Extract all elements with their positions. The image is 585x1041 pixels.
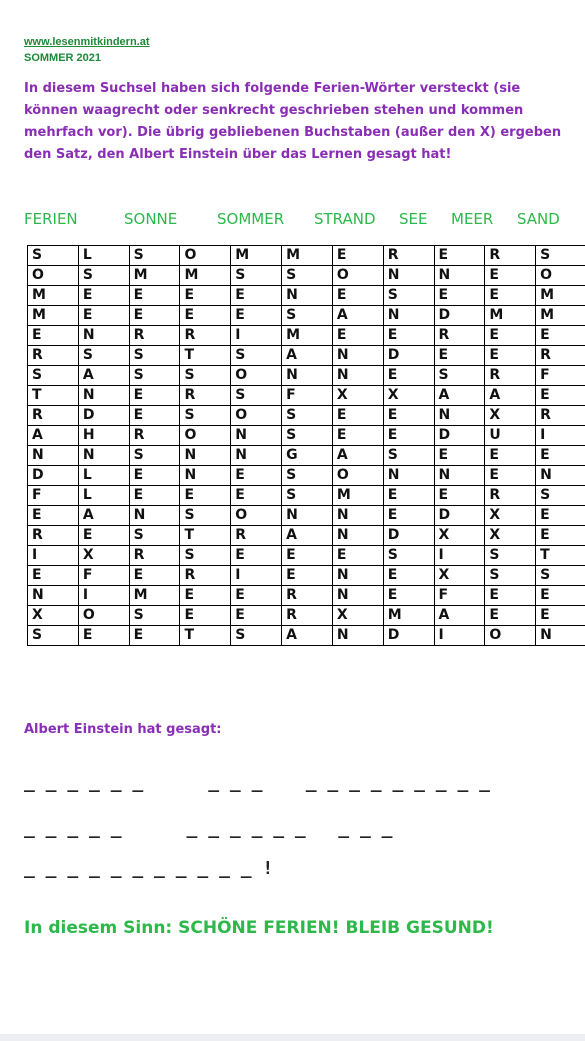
grid-cell: I [434,626,485,646]
grid-cell: A [332,446,383,466]
grid-cell: E [282,566,333,586]
grid-cell: X [485,526,536,546]
bottom-bar [0,1034,585,1041]
grid-cell: A [485,386,536,406]
grid-cell: E [434,246,485,266]
grid-cell: D [28,466,79,486]
grid-cell: M [231,246,282,266]
grid-cell: S [383,286,434,306]
grid-cell: R [383,246,434,266]
grid-cell: S [28,246,79,266]
grid-cell: F [78,566,129,586]
grid-cell: R [434,326,485,346]
grid-cell: E [129,386,180,406]
word-sommer: SOMMER [217,210,285,228]
grid-cell: D [78,406,129,426]
grid-cell: O [485,626,536,646]
grid-cell: F [536,366,585,386]
grid-cell: O [231,366,282,386]
grid-cell: S [282,406,333,426]
grid-cell: R [180,386,231,406]
grid-cell: R [129,546,180,566]
grid-cell: D [434,506,485,526]
grid-cell: S [28,366,79,386]
grid-cell: E [180,486,231,506]
grid-cell: E [231,546,282,566]
grid-cell: D [434,426,485,446]
instructions-text: In diesem Suchsel haben sich folgende Ferien-Wörter versteckt (sie können waagrecht oder senkrecht geschrieben stehen und kommen mehrfach vor). Die übrig gebliebenen Buchstaben (außer den X) ergeben den Satz, den Albert Einstein über das Lernen gesagt hat! [24,81,562,162]
grid-row [28,586,585,606]
grid-cell: E [383,566,434,586]
grid-cell: R [129,426,180,446]
grid-cell: N [536,466,585,486]
grid-cell: S [180,506,231,526]
grid-cell: A [282,346,333,366]
grid-cell: R [282,606,333,626]
grid-cell: M [282,326,333,346]
grid-row [28,546,585,566]
grid-row [28,566,585,586]
grid-cell: L [78,466,129,486]
word-sand: SAND [517,210,560,228]
grid-cell: N [332,506,383,526]
grid-cell: M [536,306,585,326]
grid-cell: S [434,366,485,386]
grid-cell: E [383,506,434,526]
grid-cell: A [78,366,129,386]
grid-cell: E [536,506,585,526]
grid-cell: E [332,286,383,306]
grid-row [28,306,585,326]
grid-row [28,406,585,426]
grid-cell: R [180,566,231,586]
grid-cell: S [129,346,180,366]
grid-cell: N [231,426,282,446]
grid-cell: N [434,406,485,426]
grid-cell: T [28,386,79,406]
answer-line-3: _ _ _ _ _ _ _ _ _ _ _ ! [24,858,274,879]
grid-cell: E [536,386,585,406]
grid-cell: S [231,386,282,406]
grid-cell: E [129,286,180,306]
grid-cell: N [180,466,231,486]
grid-cell: N [332,566,383,586]
word-sonne: SONNE [124,210,178,228]
grid-cell: R [536,406,585,426]
grid-cell: E [332,406,383,426]
grid-cell: S [78,346,129,366]
grid-cell: O [231,506,282,526]
grid-row [28,286,585,306]
grid-cell: R [485,246,536,266]
grid-cell: S [536,566,585,586]
grid-cell: R [28,346,79,366]
word-strand: STRAND [314,210,376,228]
grid-cell: E [78,626,129,646]
grid-cell: S [231,626,282,646]
grid-cell: A [282,626,333,646]
grid-cell: S [485,546,536,566]
grid-cell: E [231,586,282,606]
grid-cell: S [282,426,333,446]
grid-cell: E [180,286,231,306]
grid-cell: R [485,486,536,506]
grid-cell: M [129,586,180,606]
closing-message: In diesem Sinn: SCHÖNE FERIEN! BLEIB GESUND! [24,918,494,938]
grid-cell: S [282,466,333,486]
grid-cell: E [231,606,282,626]
grid-cell: R [180,326,231,346]
grid-cell: E [383,366,434,386]
grid-cell: N [536,626,585,646]
grid-cell: E [485,266,536,286]
grid-cell: R [28,406,79,426]
word-see: SEE [399,210,428,228]
grid-cell: O [332,466,383,486]
grid-cell: I [536,426,585,446]
grid-cell: E [434,346,485,366]
grid-cell: E [383,326,434,346]
grid-cell: A [332,306,383,326]
grid-cell: S [231,266,282,286]
grid-cell: E [485,286,536,306]
grid-cell: E [536,446,585,466]
grid-cell: F [28,486,79,506]
grid-cell: A [28,426,79,446]
grid-cell: X [332,386,383,406]
grid-cell: E [78,286,129,306]
grid-cell: N [282,286,333,306]
grid-cell: I [434,546,485,566]
grid-cell: D [434,306,485,326]
grid-cell: E [180,586,231,606]
grid-cell: E [485,446,536,466]
grid-cell: N [332,626,383,646]
grid-row [28,446,585,466]
word-meer: MEER [451,210,494,228]
grid-row [28,246,585,266]
grid-cell: S [129,366,180,386]
grid-cell: D [383,346,434,366]
grid-cell: T [180,346,231,366]
grid-cell: S [78,266,129,286]
grid-cell: N [332,346,383,366]
grid-cell: S [180,546,231,566]
grid-cell: M [129,266,180,286]
grid-cell: E [129,566,180,586]
grid-cell: R [28,526,79,546]
grid-cell: O [180,426,231,446]
grid-cell: E [383,406,434,426]
grid-cell: N [129,506,180,526]
grid-cell: N [78,386,129,406]
grid-cell: S [231,346,282,366]
grid-cell: E [28,326,79,346]
grid-cell: S [180,406,231,426]
grid-cell: E [231,306,282,326]
grid-cell: R [536,346,585,366]
grid-row [28,526,585,546]
grid-cell: E [536,326,585,346]
grid-cell: E [536,606,585,626]
grid-cell: X [434,566,485,586]
grid-cell: N [332,526,383,546]
grid-cell: S [282,306,333,326]
grid-cell: A [282,526,333,546]
grid-row [28,326,585,346]
grid-cell: G [282,446,333,466]
grid-cell: E [78,526,129,546]
grid-cell: M [28,306,79,326]
grid-cell: E [129,486,180,506]
grid-cell: O [28,266,79,286]
grid-cell: N [28,586,79,606]
grid-cell: E [28,566,79,586]
grid-cell: E [383,486,434,506]
grid-cell: R [231,526,282,546]
grid-cell: E [78,306,129,326]
grid-cell: S [129,246,180,266]
grid-cell: E [231,286,282,306]
grid-row [28,386,585,406]
grid-row [28,346,585,366]
grid-cell: O [231,406,282,426]
grid-cell: E [332,326,383,346]
grid-cell: N [383,306,434,326]
grid-cell: S [485,566,536,586]
grid-cell: S [129,526,180,546]
grid-cell: E [485,606,536,626]
grid-cell: O [332,266,383,286]
grid-cell: E [332,426,383,446]
grid-cell: N [28,446,79,466]
grid-row [28,626,585,646]
grid-row [28,486,585,506]
grid-cell: S [282,266,333,286]
grid-cell: N [282,506,333,526]
grid-cell: S [383,446,434,466]
grid-cell: L [78,246,129,266]
grid-cell: O [78,606,129,626]
grid-cell: E [332,246,383,266]
grid-cell: H [78,426,129,446]
grid-cell: X [485,506,536,526]
grid-cell: E [485,586,536,606]
grid-cell: T [180,526,231,546]
grid-cell: I [231,326,282,346]
word-search-grid [27,245,585,646]
word-list [24,210,584,234]
grid-row [28,366,585,386]
grid-row [28,506,585,526]
grid-cell: N [332,366,383,386]
grid-cell: E [536,586,585,606]
grid-cell: N [434,466,485,486]
grid-cell: E [485,326,536,346]
quote-label: Albert Einstein hat gesagt: [24,722,222,737]
grid-cell: E [434,486,485,506]
grid-cell: M [28,286,79,306]
grid-cell: M [536,286,585,306]
grid-cell: I [231,566,282,586]
grid-cell: T [536,546,585,566]
grid-cell: F [282,386,333,406]
grid-cell: U [485,426,536,446]
grid-cell: O [180,246,231,266]
grid-cell: E [434,446,485,466]
grid-cell: L [78,486,129,506]
grid-cell: D [383,626,434,646]
grid-cell: S [28,626,79,646]
grid-cell: X [485,406,536,426]
grid-cell: S [180,366,231,386]
grid-cell: E [383,426,434,446]
grid-cell: R [282,586,333,606]
grid-cell: E [231,486,282,506]
grid-cell: E [536,526,585,546]
grid-cell: E [231,466,282,486]
grid-cell: E [129,466,180,486]
grid-cell: O [536,266,585,286]
grid-cell: N [383,466,434,486]
grid-cell: E [180,606,231,626]
grid-cell: E [129,406,180,426]
grid-cell: E [485,346,536,366]
grid-cell: R [485,366,536,386]
grid-cell: E [282,546,333,566]
grid-cell: I [28,546,79,566]
answer-line-1: _ _ _ _ _ _ _ _ _ _ _ _ _ _ _ _ _ _ [24,772,490,793]
website-link[interactable]: www.lesenmitkindern.at [24,36,150,48]
grid-cell: X [28,606,79,626]
grid-row [28,466,585,486]
grid-cell: E [434,286,485,306]
grid-cell: X [383,386,434,406]
grid-row [28,606,585,626]
grid-cell: E [332,546,383,566]
grid-cell: X [332,606,383,626]
grid-cell: N [78,326,129,346]
grid-cell: E [129,626,180,646]
grid-cell: S [536,486,585,506]
grid-cell: M [180,266,231,286]
grid-cell: M [332,486,383,506]
grid-cell: E [180,306,231,326]
grid-cell: E [485,466,536,486]
grid-cell: M [485,306,536,326]
grid-cell: N [332,586,383,606]
grid-cell: S [383,546,434,566]
grid-cell: E [383,586,434,606]
grid-cell: N [78,446,129,466]
grid-cell: T [180,626,231,646]
grid-cell: A [78,506,129,526]
grid-cell: F [434,586,485,606]
grid-cell: E [129,306,180,326]
answer-line-2: _ _ _ _ _ _ _ _ _ _ _ _ _ _ [24,818,393,839]
grid-cell: S [129,606,180,626]
grid-cell: I [78,586,129,606]
grid-cell: E [28,506,79,526]
season-label: SOMMER 2021 [24,52,102,64]
grid-cell: X [434,526,485,546]
grid-cell: S [129,446,180,466]
grid-cell: A [434,606,485,626]
grid-cell: N [434,266,485,286]
grid-cell: R [129,326,180,346]
grid-cell: N [383,266,434,286]
grid-row [28,426,585,446]
word-ferien: FERIEN [24,210,78,228]
grid-cell: N [231,446,282,466]
grid-cell: N [282,366,333,386]
grid-cell: M [282,246,333,266]
grid-cell: S [282,486,333,506]
grid-cell: S [536,246,585,266]
grid-cell: M [383,606,434,626]
grid-cell: N [180,446,231,466]
grid-cell: X [78,546,129,566]
grid-row [28,266,585,286]
grid-cell: A [434,386,485,406]
grid-cell: D [383,526,434,546]
